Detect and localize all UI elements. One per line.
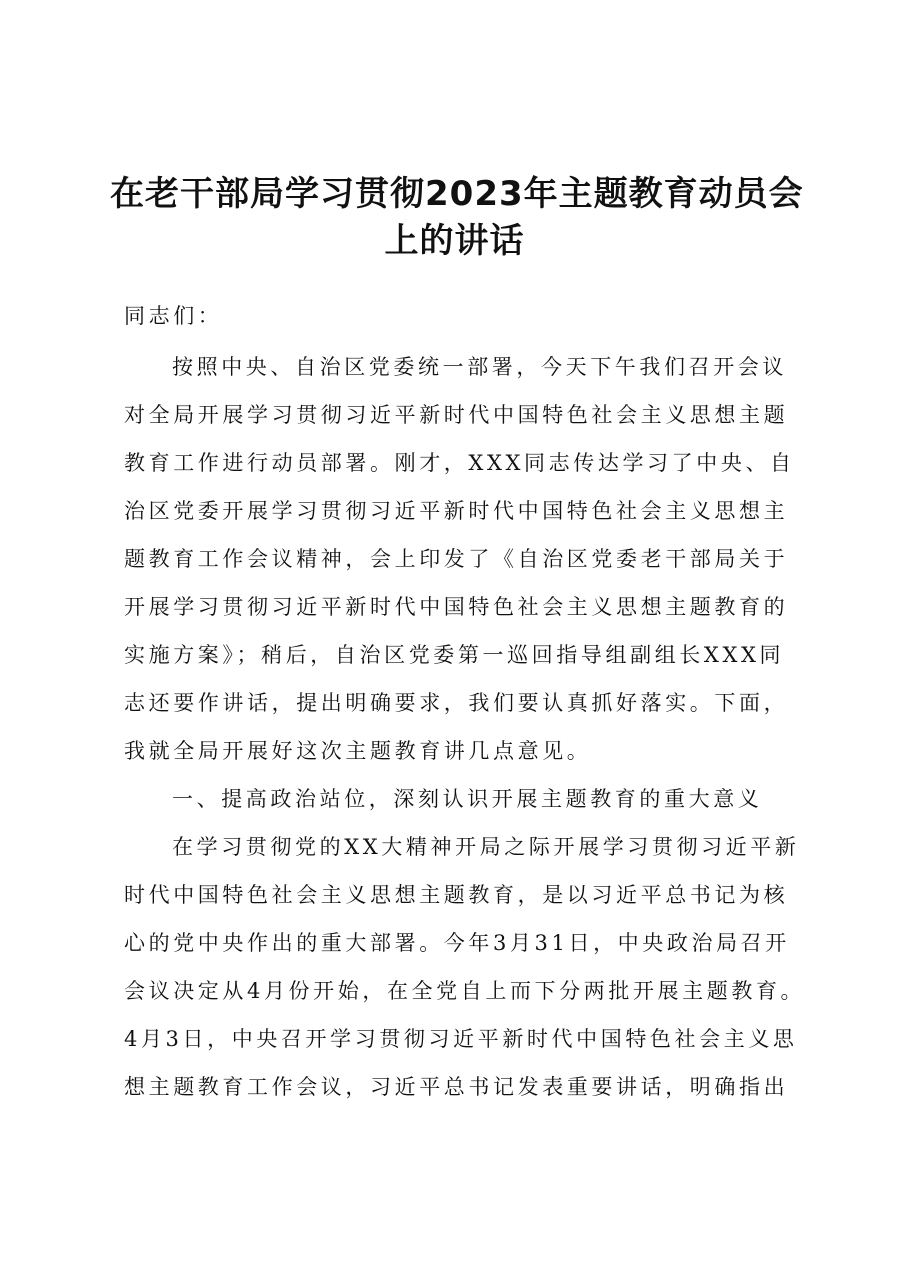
body-line: 4月3日，中央召开学习贯彻习近平新时代中国特色社会主义思 [124,1027,798,1051]
body-line: 时代中国特色社会主义思想主题教育，是以习近平总书记为核 [124,883,789,907]
body-line: 对全局开展学习贯彻习近平新时代中国特色社会主义思想主题 [124,403,789,427]
body-line: 按照中央、自治区党委统一部署，今天下午我们召开会议 [172,355,787,379]
body-line: 我就全局开展好这次主题教育讲几点意见。 [124,739,592,763]
document-title-line-1: 在老干部局学习贯彻2023年主题教育动员会 [110,174,804,214]
body-line: 题教育工作会议精神，会上印发了《自治区党委老干部局关于 [124,547,789,571]
body-line: 会议决定从4月份开始，在全党自上而下分两批开展主题教育。 [124,979,806,1003]
section-heading: 一、提高政治站位，深刻认识开展主题教育的重大意义 [172,787,763,811]
body-line: 心的党中央作出的重大部署。今年3月31日，中央政治局召开 [124,931,790,955]
body-line: 想主题教育工作会议，习近平总书记发表重要讲话，明确指出 [124,1075,789,1099]
body-line: 教育工作进行动员部署。刚才，XXX同志传达学习了中央、自 [124,451,795,475]
body-line: 实施方案》；稍后，自治区党委第一巡回指导组副组长XXX同 [124,643,785,667]
body-line: 志还要作讲话，提出明确要求，我们要认真抓好落实。下面， [124,691,789,715]
body-line: 治区党委开展学习贯彻习近平新时代中国特色社会主义思想主 [124,499,789,523]
document-title-line-2: 上的讲话 [384,221,525,261]
body-line: 开展学习贯彻习近平新时代中国特色社会主义思想主题教育的 [124,595,789,619]
salutation: 同志们： [124,304,223,328]
body-line: 在学习贯彻党的XX大精神开局之际开展学习贯彻习近平新 [172,835,800,859]
